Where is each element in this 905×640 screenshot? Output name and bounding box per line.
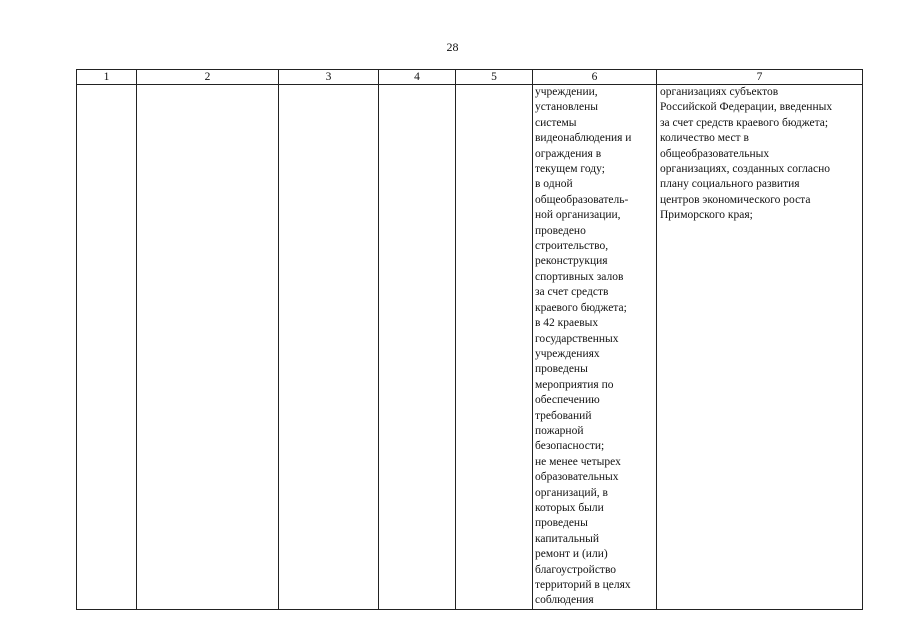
text-line: соблюдения <box>535 594 594 607</box>
text-line: за счет средств краевого бюджета; <box>660 116 829 129</box>
header-col-2: 2 <box>137 70 279 85</box>
text-line: строительство, <box>535 240 609 253</box>
table-row <box>77 85 863 610</box>
cell-col-1 <box>77 85 137 610</box>
text-line: учреждении, <box>535 86 598 98</box>
header-col-5: 5 <box>456 70 533 85</box>
text-line: благоустройство <box>535 563 617 576</box>
header-col-7: 7 <box>657 70 863 85</box>
text-line: системы <box>535 116 577 129</box>
cell-col-2 <box>137 85 279 610</box>
text-line: капитальный <box>535 532 600 545</box>
text-line: установлены <box>535 101 599 114</box>
text-line: образовательных <box>535 471 619 484</box>
text-line: обеспечению <box>535 394 600 407</box>
text-line: проведены <box>535 363 588 376</box>
text-line: видеонаблюдения и <box>535 132 632 145</box>
text-line: учреждениях <box>535 347 600 360</box>
text-line: ремонт и (или) <box>535 548 608 561</box>
text-line: проведено <box>535 224 586 237</box>
text-line: текущем году; <box>535 163 605 176</box>
text-line: Приморского края; <box>660 209 753 222</box>
text-line: Российской Федерации, введенных <box>660 101 833 114</box>
text-line: организаций, в <box>535 486 608 499</box>
text-line: государственных <box>535 332 619 345</box>
text-line: не менее четырех <box>535 455 621 468</box>
text-line: краевого бюджета; <box>535 301 627 314</box>
header-col-1: 1 <box>77 70 137 85</box>
header-col-6: 6 <box>533 70 657 85</box>
text-line: количество мест в <box>660 132 749 145</box>
text-line: в одной <box>535 178 573 191</box>
text-line: в 42 краевых <box>535 317 599 330</box>
cell-col-3 <box>279 85 379 610</box>
text-line: ной организации, <box>535 209 621 222</box>
text-line: проведены <box>535 517 588 530</box>
text-line: организациях, созданных согласно <box>660 163 831 176</box>
text-line: плану социального развития <box>660 178 800 191</box>
header-col-4: 4 <box>379 70 456 85</box>
document-table <box>76 69 863 610</box>
text-line: требований <box>535 409 592 422</box>
text-line: ограждения в <box>535 147 602 160</box>
cell-col-7-text <box>657 85 862 224</box>
text-line: безопасности; <box>535 440 605 453</box>
text-line: общеобразователь- <box>535 193 629 206</box>
text-line: общеобразовательных <box>660 147 770 160</box>
text-line: организациях субъектов <box>660 86 779 98</box>
header-col-3: 3 <box>279 70 379 85</box>
text-line: центров экономического роста <box>660 193 811 206</box>
text-line: пожарной <box>535 424 584 437</box>
header-row <box>77 70 863 85</box>
cell-col-5 <box>456 85 533 610</box>
cell-col-6-text <box>533 85 656 609</box>
cell-col-7 <box>657 85 863 610</box>
text-line: за счет средств <box>535 286 609 299</box>
cell-col-4 <box>379 85 456 610</box>
text-line: территорий в целях <box>535 579 631 591</box>
text-line: мероприятия по <box>535 378 614 391</box>
page-number: 28 <box>446 40 459 54</box>
text-line: которых были <box>535 501 604 514</box>
text-line: реконструкция <box>535 255 608 268</box>
text-line: спортивных залов <box>535 270 624 283</box>
cell-col-6 <box>533 85 657 610</box>
